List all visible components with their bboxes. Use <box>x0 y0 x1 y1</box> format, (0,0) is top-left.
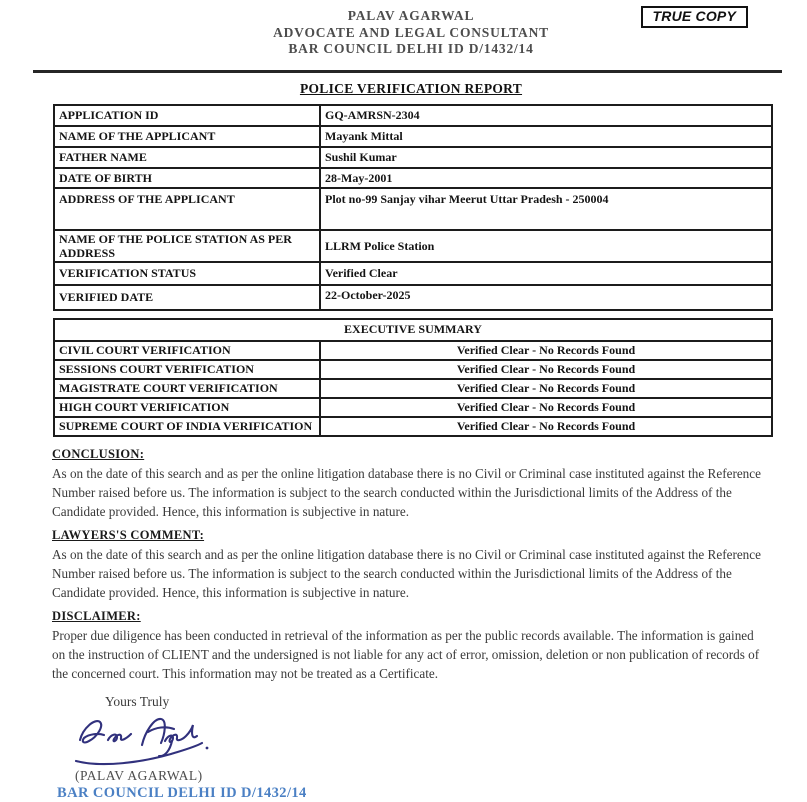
true-copy-stamp: TRUE COPY <box>641 6 748 28</box>
disclaimer-section <box>52 609 770 683</box>
table-row <box>54 379 772 398</box>
closing-text: Yours Truly <box>105 693 170 709</box>
row-label: NAME OF THE POLICE STATION AS PER ADDRESS <box>54 230 320 262</box>
row-label: SESSIONS COURT VERIFICATION <box>54 360 320 379</box>
row-value: Plot no-99 Sanjay vihar Meerut Uttar Pradesh - 250004 <box>320 188 772 230</box>
row-label: MAGISTRATE COURT VERIFICATION <box>54 379 320 398</box>
applicant-details-table <box>53 104 773 311</box>
row-value: Verified Clear - No Records Found <box>320 341 772 360</box>
signature-image <box>68 712 218 768</box>
row-value: Verified Clear - No Records Found <box>320 379 772 398</box>
disclaimer-heading: DISCLAIMER: <box>52 608 141 623</box>
table-row <box>54 262 772 285</box>
summary-header: EXECUTIVE SUMMARY <box>54 319 772 341</box>
row-value: Mayank Mittal <box>320 126 772 147</box>
table-row <box>54 417 772 436</box>
conclusion-text: As on the date of this search and as per the online litigation database there is no Civil or Criminal case instituted against the Reference Number raised before us. The information is subject to the search conducted within the Jurisdictional limits of the Address of the Candidate provided. Hence, this information is subjective in nature. <box>52 465 761 519</box>
table-row <box>54 360 772 379</box>
summary-header-row <box>54 319 772 341</box>
row-value: Verified Clear <box>320 262 772 285</box>
row-label: SUPREME COURT OF INDIA VERIFICATION <box>54 417 320 436</box>
conclusion-section <box>52 447 770 521</box>
letterhead-name: PALAV AGARWAL <box>347 8 475 23</box>
table-row <box>54 105 772 126</box>
table-row <box>54 188 772 230</box>
table-row <box>54 341 772 360</box>
disclaimer-text: Proper due diligence has been conducted in retrieval of the information as per the public records available. The information is gained on the instruction of CLIENT and the undersigned is not liable for any act of error, omission, deletion or non publication of records of the concerned court. This information may not be treated as a Certificate. <box>52 627 760 681</box>
table-row <box>54 168 772 188</box>
header-divider <box>33 70 782 73</box>
lawyers-comment-text: As on the date of this search and as per the online litigation database there is no Civil or Criminal case instituted against the Reference Number raised before us. The information is subject to the search conducted within the Jurisdictional limits of the Address of the Candidate provided. Hence, this information is subjective in nature. <box>52 546 761 600</box>
row-value: GQ-AMRSN-2304 <box>320 105 772 126</box>
row-label: NAME OF THE APPLICANT <box>54 126 320 147</box>
lawyers-comment-heading: LAWYERS'S COMMENT: <box>52 527 205 542</box>
row-label: ADDRESS OF THE APPLICANT <box>54 188 320 230</box>
signatory-bar-id: BAR COUNCIL DELHI ID D/1432/14 <box>57 784 307 801</box>
row-value: Verified Clear - No Records Found <box>320 360 772 379</box>
row-value: Verified Clear - No Records Found <box>320 398 772 417</box>
row-value: Verified Clear - No Records Found <box>320 417 772 436</box>
row-label: FATHER NAME <box>54 147 320 168</box>
row-value: 28-May-2001 <box>320 168 772 188</box>
table-row <box>54 398 772 417</box>
letterhead-bar-id: BAR COUNCIL DELHI ID D/1432/14 <box>288 41 534 56</box>
row-label: APPLICATION ID <box>54 105 320 126</box>
row-label: VERIFICATION STATUS <box>54 262 320 285</box>
row-label: DATE OF BIRTH <box>54 168 320 188</box>
lawyers-comment-section <box>52 528 770 602</box>
row-value: Sushil Kumar <box>320 147 772 168</box>
table-row <box>54 147 772 168</box>
row-label: CIVIL COURT VERIFICATION <box>54 341 320 360</box>
letterhead-subtitle: ADVOCATE AND LEGAL CONSULTANT <box>273 24 549 40</box>
row-value: LLRM Police Station <box>320 230 772 262</box>
conclusion-heading: CONCLUSION: <box>52 446 145 461</box>
table-row <box>54 285 772 310</box>
row-value: 22-October-2025 <box>320 285 772 310</box>
report-title: POLICE VERIFICATION REPORT <box>299 80 523 96</box>
table-row <box>54 230 772 262</box>
executive-summary-table <box>53 318 773 437</box>
table-row <box>54 126 772 147</box>
row-label: HIGH COURT VERIFICATION <box>54 398 320 417</box>
signatory-name: (PALAV AGARWAL) <box>75 767 203 783</box>
row-label: VERIFIED DATE <box>54 285 320 310</box>
